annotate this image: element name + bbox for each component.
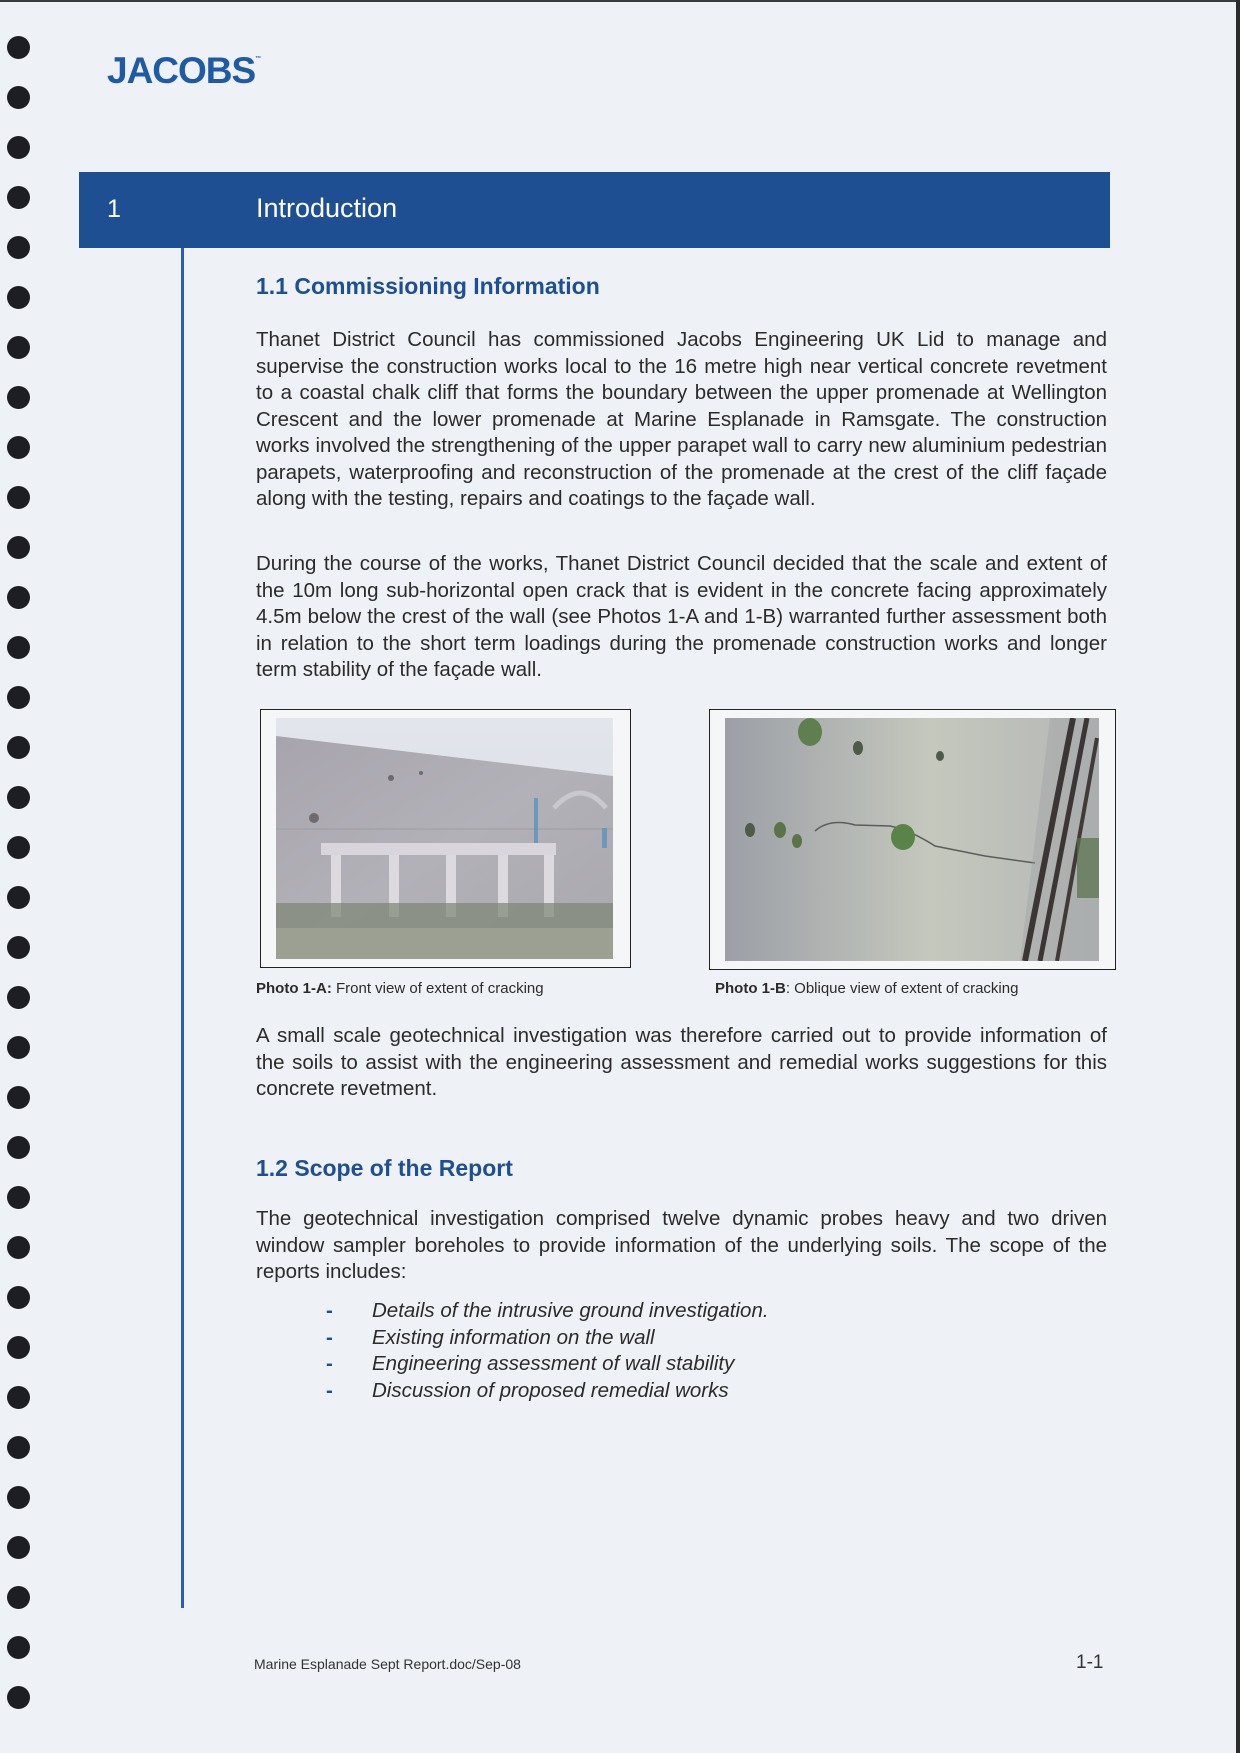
binding-hole [7,586,30,609]
footer-document-name: Marine Esplanade Sept Report.doc/Sep-08 [254,1656,521,1672]
binding-hole [7,1536,30,1559]
photo-1a-caption-text: Front view of extent of cracking [331,980,544,997]
photo-1a-caption [256,980,544,997]
binding-hole [7,1386,30,1409]
list-item-text: Existing information on the wall [372,1325,655,1349]
photo-1b-image [725,718,1099,961]
binding-hole [7,1186,30,1209]
paragraph: A small scale geotechnical investigation was therefore carried out to provide information of the soils to assist with the engineering assessment and remedial works suggestions for this concrete revetment. [256,1024,1107,1100]
binding-hole [7,1586,30,1609]
binding-hole [7,1686,30,1709]
binding-hole [7,536,30,559]
binding-hole [7,36,30,59]
chapter-title: Introduction [256,193,398,223]
bullet-dash: - [326,1378,333,1402]
section-heading-commissioning: 1.1 Commissioning Information [256,273,600,299]
bullet-dash: - [326,1325,333,1349]
scope-list [322,1298,769,1404]
binding-hole [7,986,30,1009]
binding-hole [7,1436,30,1459]
binding-hole [7,686,30,709]
chapter-header-bar [79,172,1110,248]
photo-1a [276,718,613,959]
binding-hole [7,386,30,409]
binding-hole [7,636,30,659]
binding-hole [7,736,30,759]
list-item [322,1351,769,1378]
binding-holes [0,0,40,1753]
binding-hole [7,186,30,209]
binding-hole [7,1486,30,1509]
photo-1a-label: Photo 1-A: [256,980,332,997]
page-edge [1236,0,1240,1753]
binding-hole [7,1136,30,1159]
bullet-dash: - [326,1352,333,1375]
photo-1b-label: Photo 1-B [715,980,786,997]
logo-text: JACOBS [107,50,256,91]
photo-1b-caption [715,980,1018,997]
list-item-text: Details of the intrusive ground investigation. [372,1299,769,1322]
binding-hole [7,1336,30,1359]
binding-hole [7,336,30,359]
list-item [322,1325,769,1352]
binding-hole [7,1286,30,1309]
binding-hole [7,886,30,909]
trademark-mark: ™ [255,56,261,62]
binding-hole [7,1036,30,1059]
binding-hole [7,286,30,309]
binding-hole [7,436,30,459]
binding-hole [7,836,30,859]
photo-1b [725,718,1099,961]
list-item [322,1378,769,1405]
binding-hole [7,1236,30,1259]
binding-hole [7,86,30,109]
photo-1a-frame [260,709,631,968]
binding-hole [7,486,30,509]
paragraph: Thanet District Council has commissioned Jacobs Engineering UK Lid to manage and supervise the construction works local to the 16 metre high near vertical concrete revetment to a coastal chalk cliff that forms the boundary between the upper promenade at Wellington Crescent and the lower promenade at Marine Esplanade in Ramsgate. The construction works involved the strengthening of the upper parapet wall to carry new aluminium pedestrian parapets, waterproofing and reconstruction of the promenade at the crest of the cliff façade along with the testing, repairs and coatings to the façade wall. [256,328,1107,510]
footer-page-number: 1-1 [1076,1652,1104,1673]
photo-1b-caption-text: : Oblique view of extent of cracking [785,980,1019,997]
list-item-text: Discussion of proposed remedial works [372,1378,729,1402]
binding-hole [7,936,30,959]
margin-rule [181,248,184,1608]
bullet-dash: - [326,1299,333,1322]
jacobs-logo [107,50,260,92]
section-heading-scope: 1.2 Scope of the Report [256,1155,513,1181]
binding-hole [7,786,30,809]
binding-hole [7,1636,30,1659]
page-edge [0,0,1240,2]
list-item [322,1298,769,1325]
photo-1b-frame [709,709,1116,970]
binding-hole [7,1086,30,1109]
chapter-number: 1 [107,195,121,223]
binding-hole [7,236,30,259]
photo-1a-image [276,718,613,959]
paragraph: During the course of the works, Thanet District Council decided that the scale and extent of the 10m long sub-horizontal open crack that is evident in the concrete facing approximately 4.5m below the crest of the wall (see Photos 1-A and 1-B) warranted further assessment both in relation to the short term loadings during the promenade construction works and longer term stability of the façade wall. [256,552,1107,681]
paragraph: The geotechnical investigation comprised twelve dynamic probes heavy and two driven window sampler boreholes to provide information of the underlying soils. The scope of the reports includes: [256,1207,1107,1283]
list-item-text: Engineering assessment of wall stability [372,1352,735,1375]
binding-hole [7,136,30,159]
